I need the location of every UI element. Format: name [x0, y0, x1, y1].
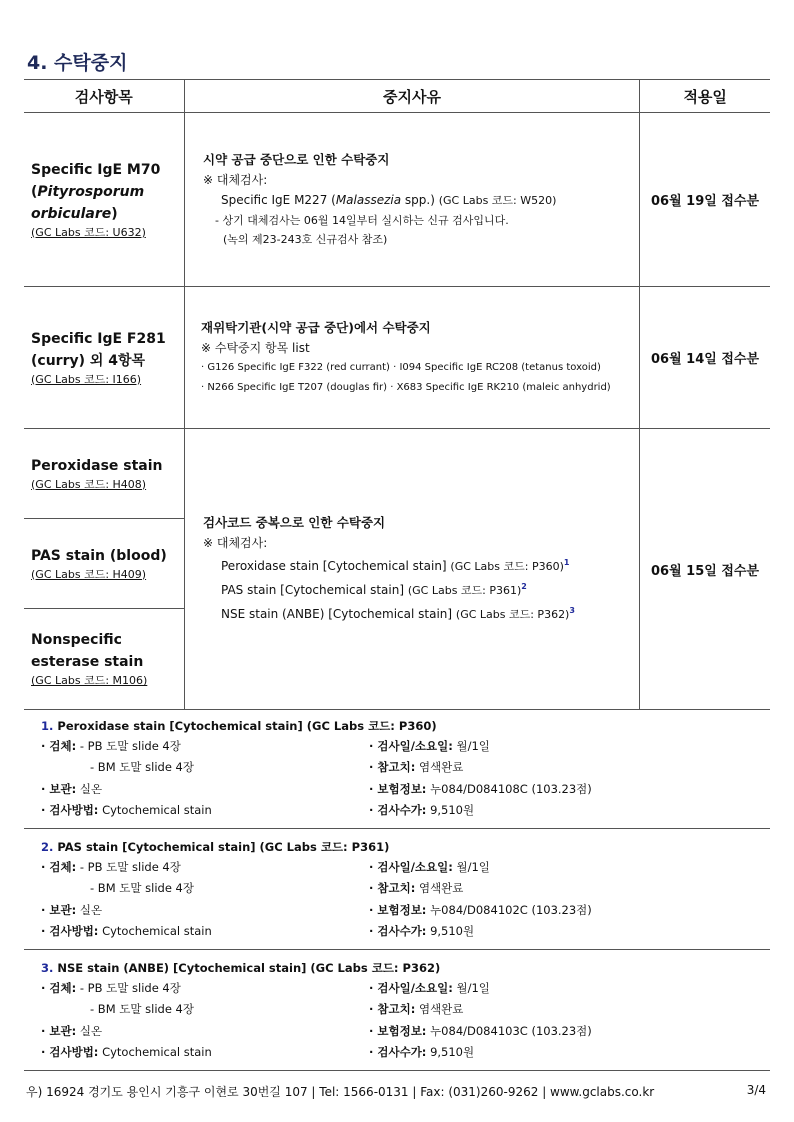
alternative-test: Peroxidase stain [Cytochemical stain] (GC Labs 코드: P360)$^1$ — [221, 558, 570, 573]
alternative-note: - 상기 대체검사는 06월 14일부터 실시하는 신규 검사입니다. — [215, 214, 509, 227]
note-left: · 검체: - PB 도말 slide 4장 - BM 도말 slide 4장 · 보관: 실온 · 검사방법: Cytochemical stain — [41, 860, 212, 938]
test-note — [24, 829, 770, 950]
item-name: esterase stain — [31, 654, 144, 670]
page-number: 3/4 — [746, 1083, 766, 1097]
alternative-label: ※ 대체검사: — [203, 536, 268, 550]
alternative-label: ※ 대체검사: — [203, 173, 268, 187]
note-title: 1. Peroxidase stain [Cytochemical stain] (GC Labs 코드: P360) — [41, 719, 437, 733]
note-right: · 검사일/소요일: 월/1일 · 참고치: 염색완료 · 보험정보: 누084/D084102C (103.23점) · 검사수가: 9,510원 — [369, 860, 592, 938]
item-code: (GC Labs 코드: I166) — [31, 372, 142, 386]
reason-cell — [184, 287, 640, 428]
item-name: (Pityrosporum — [31, 183, 145, 200]
note-title: 3. NSE stain (ANBE) [Cytochemical stain] (GC Labs 코드: P362) — [41, 961, 441, 975]
item-code: (GC Labs 코드: H408) — [31, 477, 147, 491]
footer-address: 우) 16924 경기도 용인시 기흥구 이현로 30번길 107 | Tel: 1566-0131 | Fax: (031)260-9262 | www.gclabs.co.kr — [26, 1085, 655, 1099]
list-item: · G126 Specific IgE F322 (red currant) · I094 Specific IgE RC208 (tetanus toxoid) — [201, 361, 601, 373]
note-right: · 검사일/소요일: 월/1일 · 참고치: 염색완료 · 보험정보: 누084/D084108C (103.23점) · 검사수가: 9,510원 — [369, 739, 592, 817]
table-row — [24, 287, 770, 429]
alternative-test: Specific IgE M227 (Malassezia spp.) (GC Labs 코드: W520) — [221, 193, 557, 207]
item-name: PAS stain (blood) — [31, 547, 167, 564]
note-left: · 검체: - PB 도말 slide 4장 - BM 도말 slide 4장 · 보관: 실온 · 검사방법: Cytochemical stain — [41, 981, 212, 1059]
list-item: · N266 Specific IgE T207 (douglas fir) · X683 Specific IgE RK210 (maleic anhydrid) — [201, 381, 611, 393]
reason-cell — [184, 113, 640, 286]
note-right: · 검사일/소요일: 월/1일 · 참고치: 염색완료 · 보험정보: 누084/D084103C (103.23점) · 검사수가: 9,510원 — [369, 981, 592, 1059]
item-cell — [24, 429, 184, 519]
reason-cell — [184, 429, 640, 709]
item-name: Nonspecific — [31, 632, 122, 648]
suspension-table — [24, 79, 770, 710]
item-code: (GC Labs 코드: M106) — [31, 674, 148, 687]
item-stack — [24, 429, 184, 709]
item-name: (curry) 외 4항목 — [31, 352, 146, 369]
note-details — [24, 736, 770, 821]
header-date: 적용일 — [683, 87, 727, 106]
apply-date: 06월 19일 접수분 — [650, 194, 760, 209]
item-cell — [24, 519, 184, 609]
reason-title: 시약 공급 중단으로 인한 수탁중지 — [203, 152, 390, 167]
item-name: orbiculare) — [31, 205, 118, 222]
item-code: (GC Labs 코드: U632) — [31, 225, 146, 239]
reason-title: 재위탁기관(시약 공급 중단)에서 수탁중지 — [201, 319, 431, 335]
table-row — [24, 113, 770, 287]
table-row — [24, 429, 770, 710]
item-cell — [24, 287, 184, 428]
reason-title: 검사코드 중복으로 인한 수탁중지 — [203, 515, 386, 530]
test-note — [24, 708, 770, 829]
note-details — [24, 978, 770, 1063]
header-item: 검사항목 — [74, 87, 133, 106]
list-label: ※ 수탁중지 항목 list — [201, 340, 310, 355]
header-reason: 중지사유 — [184, 80, 641, 112]
footer — [26, 1083, 766, 1100]
table-header — [24, 80, 770, 113]
item-name: Peroxidase stain — [31, 457, 163, 474]
section-heading: 4. 수탁중지 — [27, 52, 128, 74]
alternative-note: (녹의 제23-243호 신규검사 참조) — [223, 233, 388, 246]
test-note — [24, 950, 770, 1071]
apply-date: 06월 14일 접수분 — [650, 352, 760, 367]
note-left: · 검체: - PB 도말 slide 4장 - BM 도말 slide 4장 · 보관: 실온 · 검사방법: Cytochemical stain — [41, 739, 212, 817]
item-cell — [24, 609, 184, 709]
note-title: 2. PAS stain [Cytochemical stain] (GC Labs 코드: P361) — [41, 840, 390, 854]
item-name: Specific IgE F281 — [31, 330, 166, 347]
item-name: Specific IgE M70 — [31, 161, 161, 178]
apply-date: 06월 15일 접수분 — [650, 563, 760, 579]
alternative-test: PAS stain [Cytochemical stain] (GC Labs 코드: P361)$^2$ — [221, 582, 527, 597]
item-cell — [24, 113, 184, 286]
test-notes — [24, 708, 770, 1071]
note-details — [24, 857, 770, 942]
item-code: (GC Labs 코드: H409) — [31, 567, 147, 581]
alternative-test: NSE stain (ANBE) [Cytochemical stain] (GC Labs 코드: P362)$^3$ — [221, 606, 575, 621]
